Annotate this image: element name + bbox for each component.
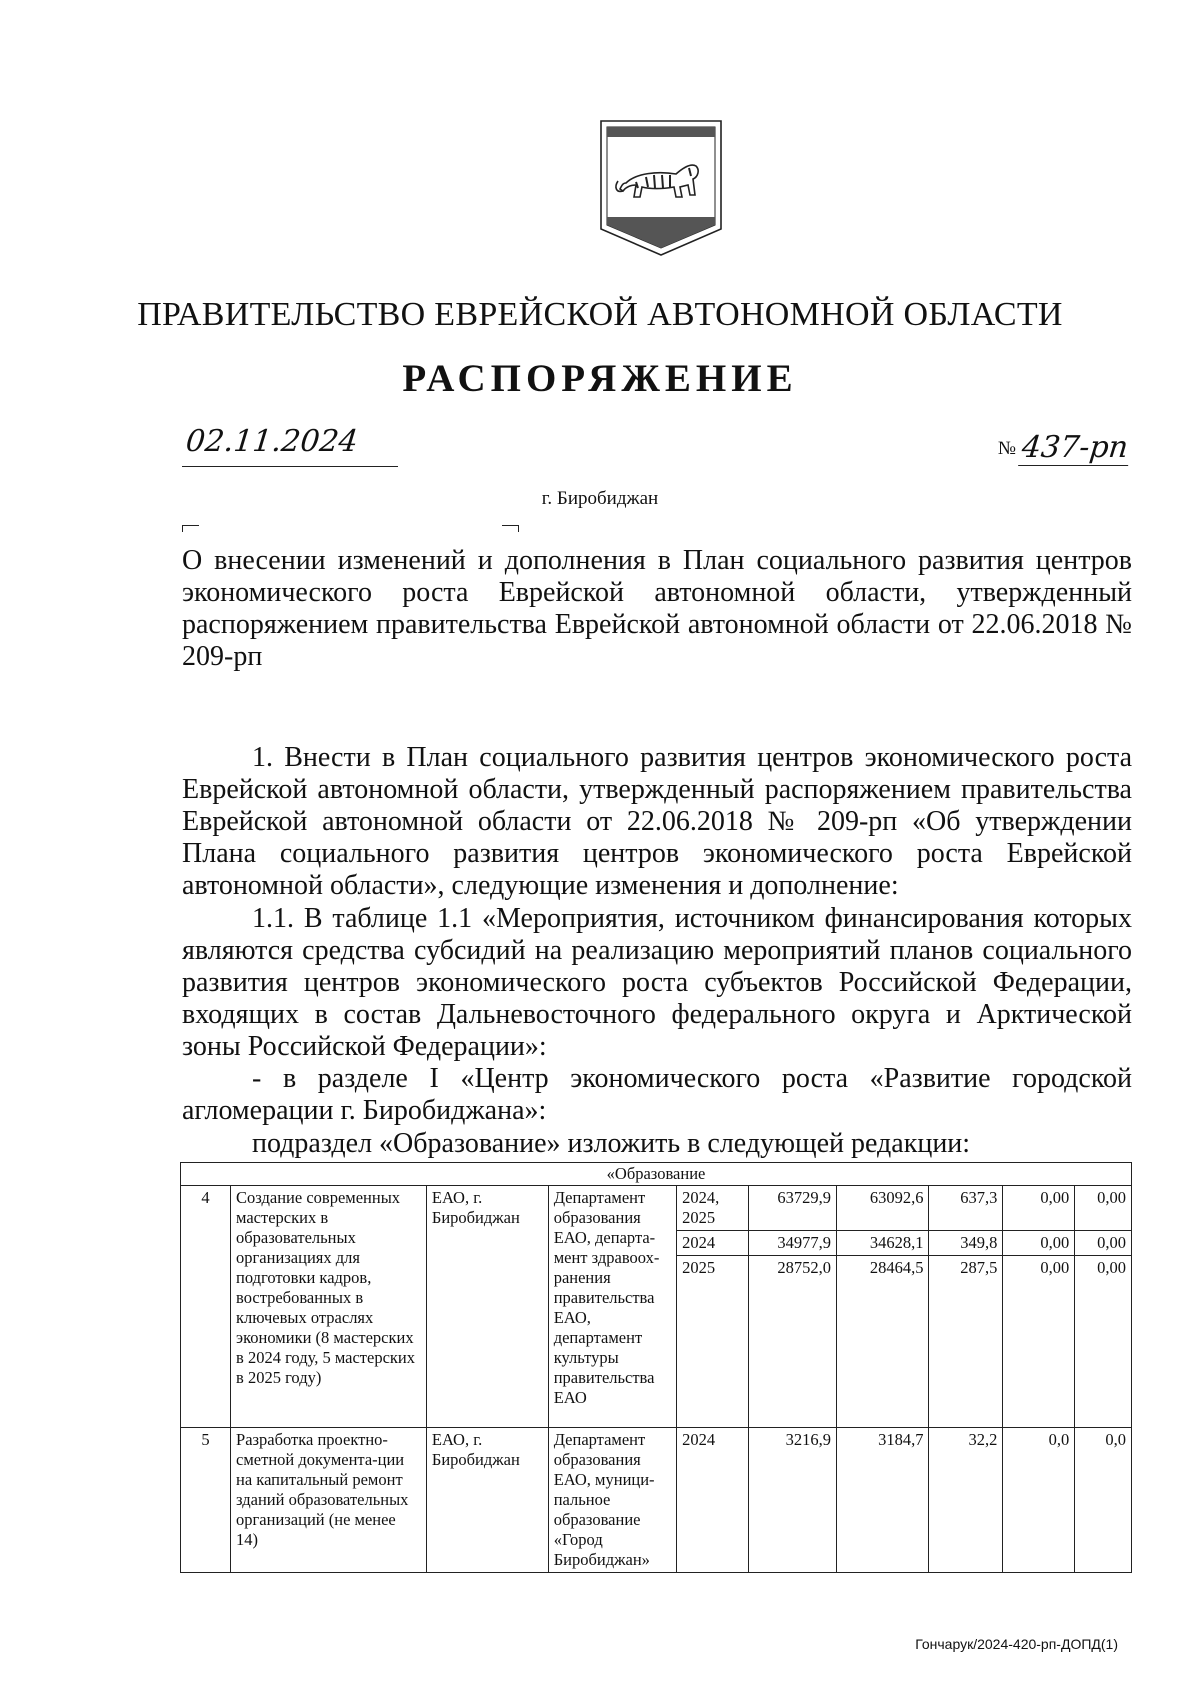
- regional-amount: 349,8: [929, 1231, 1003, 1256]
- tiger-coat-of-arms-icon: [596, 117, 726, 259]
- number-sign: №: [997, 438, 1017, 459]
- handwritten-number: 437-рп: [1018, 430, 1132, 466]
- federal-amount: 28464,5: [836, 1256, 928, 1428]
- federal-amount: 63092,6: [836, 1186, 928, 1231]
- year: 2025: [677, 1256, 749, 1428]
- paragraph-section-i: - в разделе I «Центр экономического роста «Развитие городской агломерации г. Биробиджана»:: [182, 1063, 1132, 1126]
- other-amount: 0,00: [1075, 1231, 1132, 1256]
- other-amount: 0,0: [1075, 1428, 1132, 1573]
- handwritten-date: 02.11.2024: [184, 424, 360, 459]
- regional-amount: 32,2: [929, 1428, 1003, 1573]
- federal-amount: 3184,7: [836, 1428, 928, 1573]
- federal-amount: 34628,1: [836, 1231, 928, 1256]
- row-number: 4: [181, 1186, 231, 1428]
- paragraph-subsection: подраздел «Образование» изложить в следующей редакции:: [252, 1128, 971, 1159]
- location: ЕАО, г. Биробиджан: [426, 1186, 548, 1428]
- document-subject: О внесении изменений и дополнения в План социального развития центров экономического роста Еврейской автономной области, утвержденный распоряжением правительства Еврейской автономной области от 22.06.2018 № 209-рп: [182, 545, 1132, 672]
- paragraph-1: 1. Внести в План социального развития центров экономического роста Еврейской автономной области, утвержденный распоряжением правительства Еврейской автономной области от 22.06.2018 № 209-рп «Об утверждении Плана социального развития центров экономического роста Еврейской автономной области», следующие изменения и дополнение:: [182, 742, 1132, 901]
- executor: Департамент образования ЕАО, муници-пальное образование «Город Биробиджан»: [548, 1428, 676, 1573]
- total-amount: 34977,9: [748, 1231, 836, 1256]
- municipal-amount: 0,0: [1003, 1428, 1075, 1573]
- education-table: [180, 1162, 1132, 1573]
- document-type: РАСПОРЯЖЕНИЕ: [402, 357, 798, 400]
- year: 2024: [677, 1428, 749, 1573]
- subject-bracket-left: [182, 525, 199, 532]
- paragraph-1-1: 1.1. В таблице 1.1 «Мероприятия, источником финансирования которых являются средства субсидий на реализацию мероприятий планов социального развития центров экономического роста субъектов Российской Федерации, входящих в состав Дальневосточного федерального округа и Арктической зоны Российской Федерации»:: [182, 903, 1132, 1062]
- total-amount: 3216,9: [748, 1428, 836, 1573]
- executor: Департамент образования ЕАО, департа-мент здравоох-ранения правительства ЕАО, департамент культуры правительства ЕАО: [548, 1186, 676, 1428]
- year: 2024: [677, 1231, 749, 1256]
- subject-bracket-right: [502, 525, 519, 532]
- measure-name: Разработка проектно-сметной документа-ции на капитальный ремонт зданий образовательных организаций (не менее 14): [231, 1428, 427, 1573]
- document-number: [998, 422, 1130, 466]
- table-row: [181, 1186, 1132, 1231]
- municipal-amount: 0,00: [1003, 1256, 1075, 1428]
- table-row: [181, 1428, 1132, 1573]
- total-amount: 63729,9: [748, 1186, 836, 1231]
- document-footer-code: Гончарук/2024-420-рп-ДОПД(1): [915, 1636, 1118, 1652]
- city-name: г. Биробиджан: [541, 488, 659, 509]
- location: ЕАО, г. Биробиджан: [426, 1428, 548, 1573]
- municipal-amount: 0,00: [1003, 1231, 1075, 1256]
- regional-amount: 637,3: [929, 1186, 1003, 1231]
- measure-name: Создание современных мастерских в образовательных организациях для подготовки кадров, востребованных в ключевых отраслях экономики (8 мастерских в 2024 году, 5 мастерских в 2025 году): [231, 1186, 427, 1428]
- row-number: 5: [181, 1428, 231, 1573]
- government-title: ПРАВИТЕЛЬСТВО ЕВРЕЙСКОЙ АВТОНОМНОЙ ОБЛАСТИ: [137, 296, 1063, 333]
- year: 2024, 2025: [677, 1186, 749, 1231]
- table-section-title: «Образование: [181, 1163, 1132, 1186]
- other-amount: 0,00: [1075, 1256, 1132, 1428]
- total-amount: 28752,0: [748, 1256, 836, 1428]
- regional-amount: 287,5: [929, 1256, 1003, 1428]
- date-field: [182, 424, 398, 467]
- municipal-amount: 0,00: [1003, 1186, 1075, 1231]
- other-amount: 0,00: [1075, 1186, 1132, 1231]
